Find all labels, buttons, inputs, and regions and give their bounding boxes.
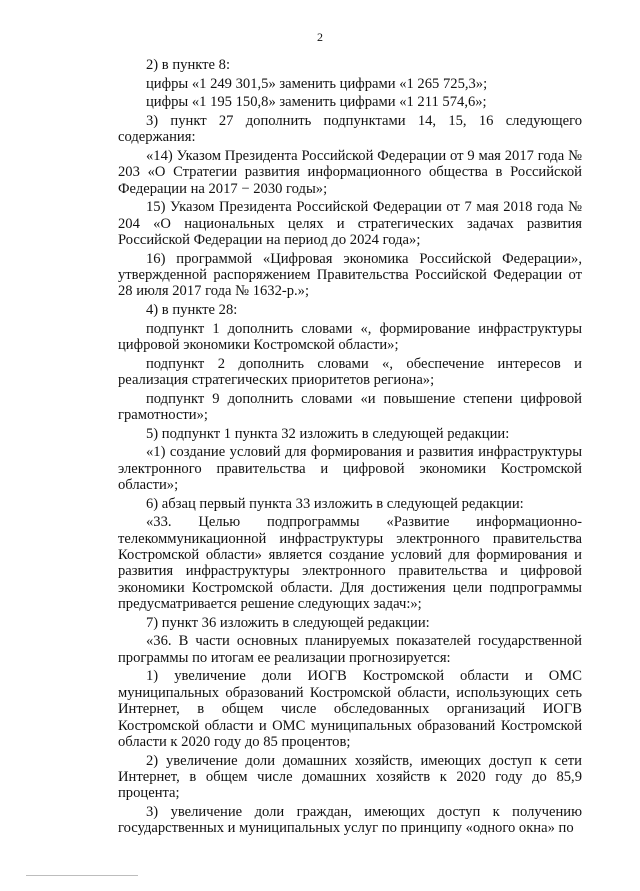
paragraph-subitem-16: 16) программой «Цифровая экономика Российской Федерации», утвержденной распоряжением Правительства Российской Федерации от 28 июля 2017 года № 1632-р.»; <box>118 250 582 300</box>
paragraph-item-33-new: «33. Целью подпрограммы «Развитие информационно-телекоммуникационной инфраструктуры электронного правительства Костромской области» является создание условий для формирования и развития инфраструктуры электронного правительства и цифровой экономики Костромской области. Для достижения цели подпрограммы предусматривается решение следующих задач:»; <box>118 514 582 613</box>
paragraph-replace-digits-2: цифры «1 195 150,8» заменить цифрами «1 211 574,6»; <box>146 94 487 111</box>
document-body <box>118 57 582 839</box>
paragraph-forecast-3: 3) увеличение доли граждан, имеющих доступ к получению государственных и муниципальных услуг по принципу «одного окна» по <box>118 804 582 837</box>
scan-footer-divider <box>26 875 138 876</box>
paragraph-subitem-14: «14) Указом Президента Российской Федерации от 9 мая 2017 года № 203 «О Стратегии развития информационного общества в Российской Федерации на 2017 − 2030 годы»; <box>118 147 582 197</box>
paragraph-forecast-2: 2) увеличение доли домашних хозяйств, имеющих доступ к сети Интернет, в общем числе домашних хозяйств к 2020 году до 85,9 процента; <box>118 752 582 802</box>
paragraph-item-36-new: «36. В части основных планируемых показателей государственной программы по итогам ее реализации прогнозируется: <box>118 633 582 666</box>
paragraph-item-3: 3) пункт 27 дополнить подпунктами 14, 15, 16 следующего содержания: <box>118 112 582 146</box>
paragraph-subitem-9-addition: подпункт 9 дополнить словами «и повышение степени цифровой грамотности»; <box>118 390 582 423</box>
paragraph-subitem-1-new: «1) создание условий для формирования и развития инфраструктуры электронного правительства и цифровой экономики Костромской области»; <box>118 444 582 493</box>
paragraph-forecast-1: 1) увеличение доли ИОГВ Костромской области и ОМС муниципальных образований Костромской области, использующих сеть Интернет, в общем числе обследованных организаций ИОГВ Костромской области и ОМС муниципальных образований Костромской области к 2020 году до 85 процентов; <box>118 668 582 751</box>
paragraph-item-2: 2) в пункте 8: <box>146 57 231 73</box>
paragraph-replace-digits-1: цифры «1 249 301,5» заменить цифрами «1 265 725,3»; <box>146 75 488 92</box>
paragraph-item-6: 6) абзац первый пункта 33 изложить в следующей редакции: <box>146 495 524 512</box>
page-number: 2 <box>317 30 323 44</box>
paragraph-item-4: 4) в пункте 28: <box>146 302 238 318</box>
paragraph-item-5: 5) подпункт 1 пункта 32 изложить в следующей редакции: <box>146 425 510 442</box>
paragraph-subitem-15: 15) Указом Президента Российской Федерации от 7 мая 2018 года № 204 «О национальных целях и стратегических задачах развития Российской Федерации на период до 2024 года»; <box>118 199 582 248</box>
paragraph-subitem-2-addition: подпункт 2 дополнить словами «, обеспечение интересов и реализация стратегических приоритетов региона»; <box>118 355 582 388</box>
paragraph-item-7: 7) пункт 36 изложить в следующей редакции: <box>146 614 430 631</box>
paragraph-subitem-1-addition: подпункт 1 дополнить словами «, формирование инфраструктуры цифровой экономики Костромской области»; <box>118 320 582 353</box>
